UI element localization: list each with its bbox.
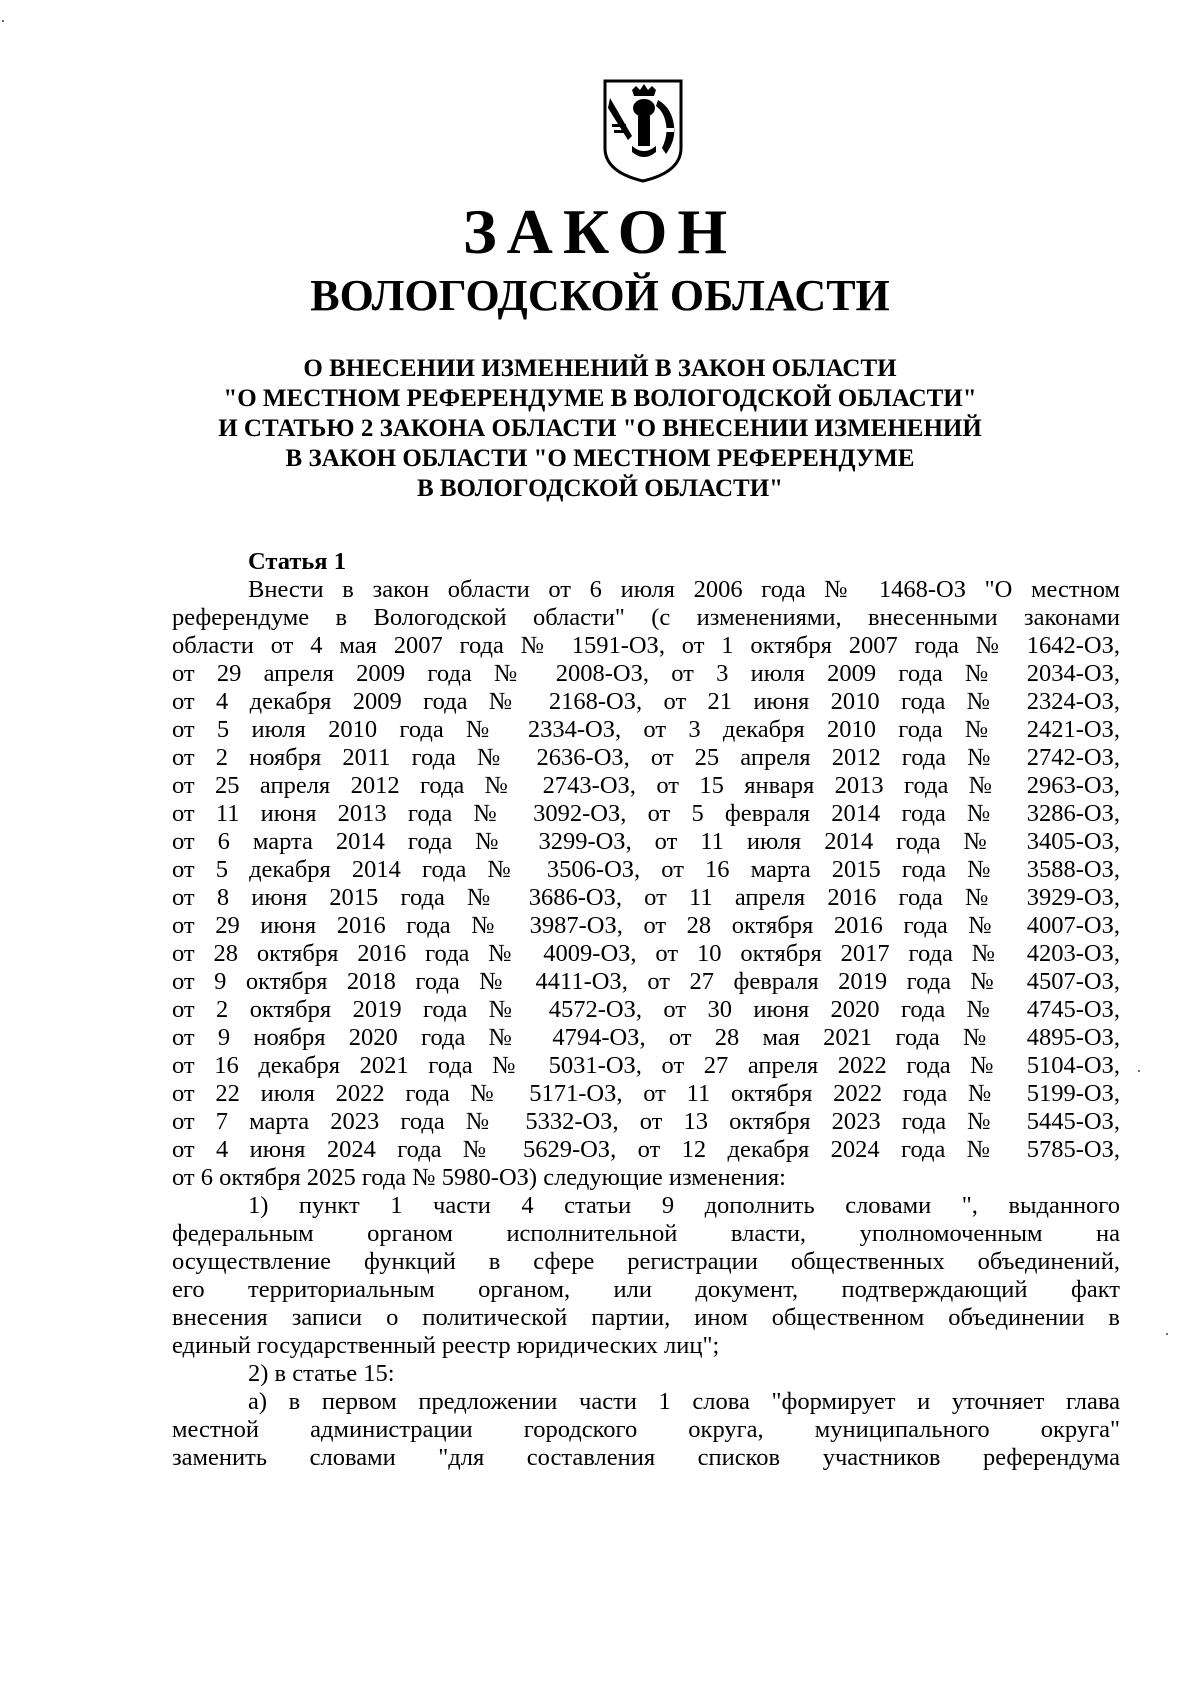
text-line: от 6 октября 2025 года № 5980-ОЗ) следующие изменения:	[172, 1164, 786, 1191]
law-title	[0, 354, 1200, 504]
scan-speck	[1138, 1070, 1140, 1072]
text-line: 2) в статье 15:	[248, 1360, 395, 1387]
text-line: от 8 июня 2015 года № 3686-ОЗ, от 11 апреля 2016 года № 3929-ОЗ,	[172, 884, 1120, 911]
law-title-line: "О МЕСТНОМ РЕФЕРЕНДУМЕ В ВОЛОГОДСКОЙ ОБЛАСТИ"	[223, 385, 977, 412]
document-type-heading: ЗАКОН	[462, 196, 738, 267]
text-line: области от 4 мая 2007 года № 1591-ОЗ, от 1 октября 2007 года № 1642-ОЗ,	[172, 632, 1120, 659]
text-line: от 25 апреля 2012 года № 2743-ОЗ, от 15 января 2013 года № 2963-ОЗ,	[172, 772, 1120, 799]
text-line: от 29 июня 2016 года № 3987-ОЗ, от 28 октября 2016 года № 4007-ОЗ,	[172, 912, 1120, 939]
text-line: внесения записи о политической партии, ином общественном объединении в	[172, 1304, 1120, 1331]
law-body	[172, 548, 1120, 1472]
law-title-line: В ВОЛОГОДСКОЙ ОБЛАСТИ"	[416, 475, 784, 502]
law-title-line: И СТАТЬЮ 2 ЗАКОНА ОБЛАСТИ "О ВНЕСЕНИИ ИЗМЕНЕНИЙ	[218, 415, 982, 442]
text-line: 1) пункт 1 части 4 статьи 9 дополнить словами ", выданного	[248, 1192, 1120, 1219]
text-line: федеральным органом исполнительной власти, уполномоченным на	[172, 1220, 1120, 1247]
text-line: единый государственный реестр юридических лиц";	[172, 1332, 720, 1359]
text-line: от 11 июня 2013 года № 3092-ОЗ, от 5 февраля 2014 года № 3286-ОЗ,	[172, 800, 1120, 827]
text-line: от 22 июля 2022 года № 5171-ОЗ, от 11 октября 2022 года № 5199-ОЗ,	[172, 1080, 1120, 1107]
law-title-line: О ВНЕСЕНИИ ИЗМЕНЕНИЙ В ЗАКОН ОБЛАСТИ	[303, 355, 897, 382]
text-line: от 28 октября 2016 года № 4009-ОЗ, от 10 октября 2017 года № 4203-ОЗ,	[172, 940, 1120, 967]
text-line: от 2 ноября 2011 года № 2636-ОЗ, от 25 апреля 2012 года № 2742-ОЗ,	[172, 744, 1120, 771]
text-line: от 6 марта 2014 года № 3299-ОЗ, от 11 июля 2014 года № 3405-ОЗ,	[172, 828, 1120, 855]
text-line: от 7 марта 2023 года № 5332-ОЗ, от 13 октября 2023 года № 5445-ОЗ,	[172, 1108, 1120, 1135]
text-line: от 5 июля 2010 года № 2334-ОЗ, от 3 декабря 2010 года № 2421-ОЗ,	[172, 716, 1120, 743]
text-line: а) в первом предложении части 1 слова "формирует и уточняет глава	[248, 1388, 1120, 1415]
article-heading: Статья 1	[248, 548, 346, 575]
text-line: от 16 декабря 2021 года № 5031-ОЗ, от 27 апреля 2022 года № 5104-ОЗ,	[172, 1052, 1120, 1079]
text-line: референдуме в Вологодской области" (с изменениями, внесенными законами	[172, 604, 1120, 631]
text-line: от 9 октября 2018 года № 4411-ОЗ, от 27 февраля 2019 года № 4507-ОЗ,	[172, 968, 1120, 995]
text-line: Внести в закон области от 6 июля 2006 года № 1468-ОЗ "О местном	[248, 576, 1120, 603]
text-line: от 29 апреля 2009 года № 2008-ОЗ, от 3 июля 2009 года № 2034-ОЗ,	[172, 660, 1120, 687]
text-line: от 5 декабря 2014 года № 3506-ОЗ, от 16 марта 2015 года № 3588-ОЗ,	[172, 856, 1120, 883]
text-line: от 4 июня 2024 года № 5629-ОЗ, от 12 декабря 2024 года № 5785-ОЗ,	[172, 1136, 1120, 1163]
text-line: от 4 декабря 2009 года № 2168-ОЗ, от 21 июня 2010 года № 2324-ОЗ,	[172, 688, 1120, 715]
region-heading: ВОЛОГОДСКОЙ ОБЛАСТИ	[310, 271, 890, 320]
law-title-line: В ЗАКОН ОБЛАСТИ "О МЕСТНОМ РЕФЕРЕНДУМЕ	[285, 445, 915, 472]
text-line: осуществление функций в сфере регистрации общественных объединений,	[172, 1248, 1120, 1275]
text-line: заменить словами "для составления списков участников референдума	[172, 1444, 1120, 1471]
coat-of-arms-icon	[602, 78, 684, 184]
text-line: его территориальным органом, или документ, подтверждающий факт	[172, 1276, 1120, 1303]
text-line: местной администрации городского округа, муниципального округа"	[172, 1416, 1120, 1443]
text-line: от 9 ноября 2020 года № 4794-ОЗ, от 28 мая 2021 года № 4895-ОЗ,	[172, 1024, 1120, 1051]
scan-speck	[1166, 1333, 1168, 1335]
text-line: от 2 октября 2019 года № 4572-ОЗ, от 30 июня 2020 года № 4745-ОЗ,	[172, 996, 1120, 1023]
scan-speck	[2, 20, 4, 22]
